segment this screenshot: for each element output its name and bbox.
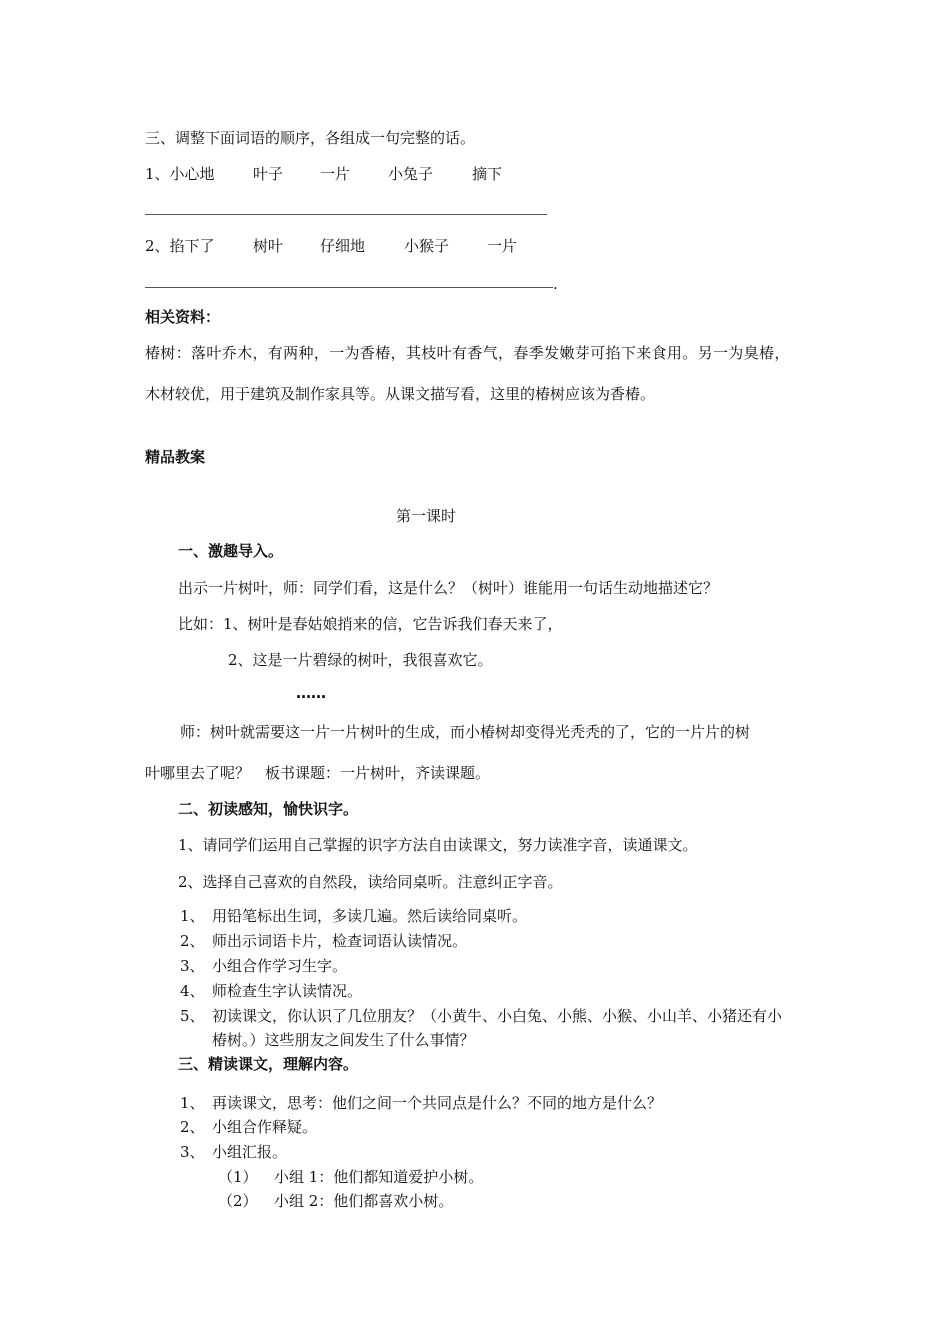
part2-p2: 2、选择自己喜欢的自然段，读给同桌听。注意纠正字音。 — [178, 873, 563, 891]
part3-heading: 三、精读课文，理解内容。 — [178, 1055, 359, 1073]
sub-item: 小组 1：他们都知道爱护小树。 — [274, 1168, 484, 1186]
q1-word: 一片 — [320, 165, 351, 183]
q2-word: 树叶 — [253, 237, 284, 255]
related-heading: 相关资料： — [145, 308, 221, 326]
part1-p1: 出示一片树叶，师：同学们看，这是什么？（树叶）谁能用一句话生动地描述它？ — [178, 579, 719, 597]
list-item: 师出示词语卡片，检查词语认读情况。 — [212, 932, 468, 950]
plan-heading: 精品教案 — [145, 448, 206, 466]
q1-word: 小兔子 — [388, 165, 434, 183]
part1-heading: 一、激趣导入。 — [178, 542, 284, 560]
related-line-2: 木材较优，用于建筑及制作家具等。从课文描写看，这里的椿树应该为香椿。 — [145, 385, 656, 403]
list-number: 5、 — [180, 1007, 205, 1025]
list-number: 2、 — [180, 1118, 205, 1136]
list-item: 用铅笔标出生词，多读几遍。然后读给同桌听。 — [212, 907, 528, 925]
list-item: 小组合作学习生字。 — [212, 957, 348, 975]
sub-item: 小组 2：他们都喜欢小树。 — [274, 1192, 454, 1210]
list-number: 4、 — [180, 982, 205, 1000]
list-number: 1、 — [180, 1094, 205, 1112]
part1-ellipsis: …… — [296, 684, 326, 702]
list-item: 初读课文，你认识了几位朋友？（小黄牛、小白兔、小熊、小猴、小山羊、小猪还有小 — [212, 1007, 783, 1025]
list-number: 2、 — [180, 932, 205, 950]
q2-answer-line[interactable] — [145, 287, 553, 288]
part2-heading: 二、初读感知，愉快识字。 — [178, 800, 359, 818]
list-number: 1、 — [180, 907, 205, 925]
list-item: 小组汇报。 — [212, 1143, 288, 1161]
list-number: 3、 — [180, 1143, 205, 1161]
q2-word: 小猴子 — [404, 237, 450, 255]
related-line-1: 椿树：落叶乔木，有两种，一为香椿，其枝叶有香气，春季发嫩芽可掐下来食用。另一为臭椿， — [145, 344, 790, 362]
q2-label: 2、掐下了 — [145, 237, 215, 255]
part1-p2: 比如：1、树叶是春姑娘捎来的信，它告诉我们春天来了， — [178, 615, 563, 633]
sub-number: （2） — [218, 1192, 258, 1210]
q1-word: 摘下 — [472, 165, 503, 183]
list-item: 再读课文，思考：他们之间一个共同点是什么？不同的地方是什么？ — [212, 1094, 663, 1112]
list-number: 3、 — [180, 957, 205, 975]
part1-p4: 师：树叶就需要这一片一片树叶的生成，而小椿树却变得光秃秃的了，它的一片片的树 — [180, 723, 751, 741]
lesson-title: 第一课时 — [396, 507, 457, 525]
list-item: 小组合作释疑。 — [212, 1118, 318, 1136]
q1-word: 叶子 — [253, 165, 284, 183]
q2-word: 一片 — [487, 237, 518, 255]
q2-end-mark: . — [553, 275, 558, 293]
sub-number: （1） — [218, 1168, 258, 1186]
list-item-continued: 椿树。）这些朋友之间发生了什么事情？ — [212, 1031, 475, 1049]
q1-label: 1、小心地 — [145, 165, 215, 183]
q2-word: 仔细地 — [320, 237, 366, 255]
exercise-title: 三、调整下面词语的顺序，各组成一句完整的话。 — [145, 129, 476, 147]
part2-p1: 1、请同学们运用自己掌握的识字方法自由读课文，努力读准字音，读通课文。 — [178, 836, 698, 854]
q1-answer-line[interactable] — [145, 214, 547, 215]
list-item: 师检查生字认读情况。 — [212, 982, 363, 1000]
part1-p3: 2、这是一片碧绿的树叶，我很喜欢它。 — [228, 651, 493, 669]
part1-p5: 叶哪里去了呢？ 板书课题：一片树叶，齐读课题。 — [145, 764, 491, 782]
